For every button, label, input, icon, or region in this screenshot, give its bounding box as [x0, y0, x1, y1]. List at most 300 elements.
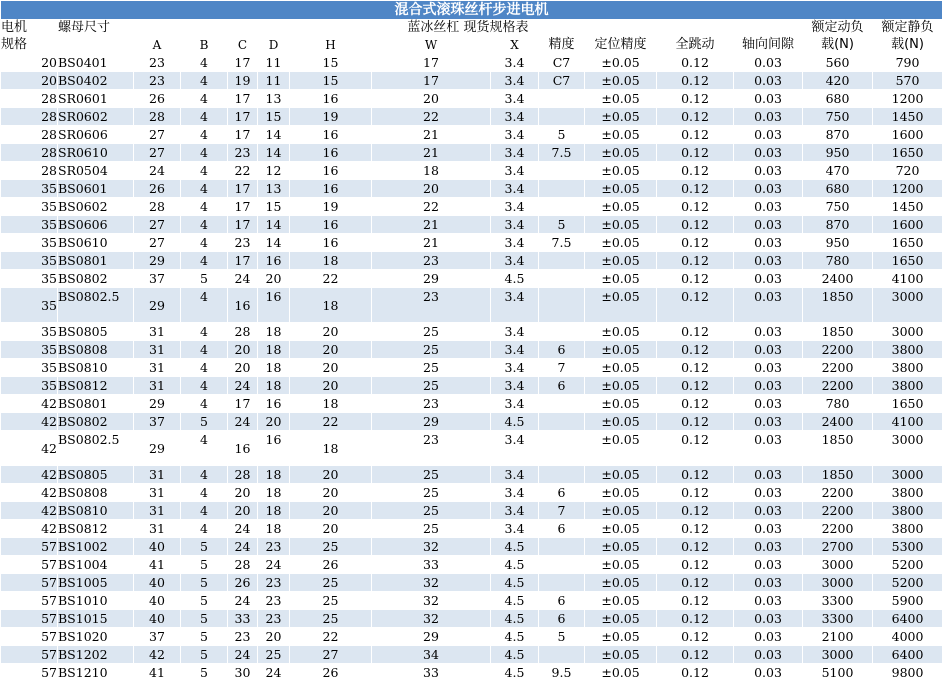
- cell-static-load: 4100: [873, 270, 943, 288]
- cell-backlash: 0.03: [734, 610, 803, 628]
- table-row: [1, 592, 943, 610]
- cell-nut-size: BS0812: [58, 377, 134, 395]
- cell-motor-size: 57: [1, 592, 58, 610]
- cell-nut-size: BS1010: [58, 592, 134, 610]
- cell-backlash: 0.03: [734, 180, 803, 198]
- cell-nut-size: BS1005: [58, 574, 134, 592]
- cell-static-load: 3800: [873, 502, 943, 520]
- header-static-load: 额定静负: [873, 20, 943, 37]
- cell-precision: 6: [539, 520, 585, 538]
- table-row: [1, 198, 943, 216]
- cell-a: 31: [134, 323, 181, 341]
- cell-d: 24: [258, 556, 290, 574]
- cell-a: 41: [134, 664, 181, 682]
- cell-c: 20: [228, 341, 258, 359]
- cell-w: 20: [372, 90, 491, 108]
- cell-static-load: 6400: [873, 610, 943, 628]
- cell-w: 20: [372, 180, 491, 198]
- cell-c: 20: [228, 484, 258, 502]
- cell-motor-size: 28: [1, 144, 58, 162]
- cell-x: 4.5: [491, 610, 539, 628]
- cell-h: 16: [290, 144, 372, 162]
- cell-static-load: 5200: [873, 574, 943, 592]
- cell-backlash: 0.03: [734, 646, 803, 664]
- cell-w: 29: [372, 628, 491, 646]
- cell-h: 16: [290, 162, 372, 180]
- cell-positioning: ±0.05: [585, 431, 657, 466]
- cell-w: 32: [372, 592, 491, 610]
- cell-nut-size: BS0805: [58, 323, 134, 341]
- cell-nut-size: BS0802: [58, 270, 134, 288]
- table-row: [1, 108, 943, 126]
- cell-runout: 0.12: [657, 395, 734, 413]
- cell-x: 4.5: [491, 556, 539, 574]
- cell-b: 4: [181, 234, 228, 252]
- cell-dynamic-load: 2100: [803, 628, 873, 646]
- cell-dynamic-load: 2200: [803, 359, 873, 377]
- cell-runout: 0.12: [657, 610, 734, 628]
- cell-a: 31: [134, 341, 181, 359]
- cell-x: 3.4: [491, 502, 539, 520]
- cell-w: 34: [372, 646, 491, 664]
- cell-d: 16: [258, 288, 290, 323]
- table-row: [1, 72, 943, 90]
- cell-runout: 0.12: [657, 628, 734, 646]
- cell-c: 17: [228, 90, 258, 108]
- cell-w: 23: [372, 252, 491, 270]
- cell-positioning: ±0.05: [585, 54, 657, 72]
- table-row: [1, 144, 943, 162]
- cell-precision: 7: [539, 502, 585, 520]
- cell-motor-size: 28: [1, 108, 58, 126]
- cell-nut-size: BS0802.5: [58, 288, 134, 323]
- cell-backlash: 0.03: [734, 377, 803, 395]
- cell-c: 28: [228, 466, 258, 484]
- cell-static-load: 3000: [873, 323, 943, 341]
- cell-x: 4.5: [491, 538, 539, 556]
- cell-h: 18: [290, 395, 372, 413]
- cell-d: 16: [258, 431, 290, 466]
- cell-precision: [539, 90, 585, 108]
- table-row: [1, 520, 943, 538]
- cell-backlash: 0.03: [734, 341, 803, 359]
- table-row: [1, 126, 943, 144]
- cell-b: 4: [181, 126, 228, 144]
- cell-positioning: ±0.05: [585, 341, 657, 359]
- cell-a: 27: [134, 234, 181, 252]
- cell-b: 4: [181, 54, 228, 72]
- cell-w: 33: [372, 556, 491, 574]
- cell-h: 20: [290, 377, 372, 395]
- cell-b: 4: [181, 484, 228, 502]
- cell-b: 4: [181, 198, 228, 216]
- table-title: 混合式滚珠丝杆步进电机: [1, 1, 943, 20]
- cell-a: 31: [134, 466, 181, 484]
- cell-backlash: 0.03: [734, 664, 803, 682]
- cell-positioning: ±0.05: [585, 180, 657, 198]
- cell-c: 28: [228, 323, 258, 341]
- header-dynamic-load: 额定动负: [803, 20, 873, 37]
- table-row: [1, 288, 943, 323]
- cell-nut-size: BS0812: [58, 520, 134, 538]
- cell-dynamic-load: 750: [803, 108, 873, 126]
- cell-nut-size: BS1004: [58, 556, 134, 574]
- cell-a: 31: [134, 520, 181, 538]
- cell-runout: 0.12: [657, 556, 734, 574]
- cell-h: 16: [290, 126, 372, 144]
- table-row: [1, 484, 943, 502]
- cell-nut-size: BS0808: [58, 341, 134, 359]
- cell-backlash: 0.03: [734, 288, 803, 323]
- cell-nut-size: BS0401: [58, 54, 134, 72]
- table-row: [1, 54, 943, 72]
- cell-nut-size: BS0801: [58, 395, 134, 413]
- cell-d: 24: [258, 664, 290, 682]
- cell-precision: 6: [539, 610, 585, 628]
- cell-nut-size: BS1002: [58, 538, 134, 556]
- cell-a: 29: [134, 395, 181, 413]
- cell-precision: 6: [539, 377, 585, 395]
- cell-static-load: 9800: [873, 664, 943, 682]
- cell-static-load: 4000: [873, 628, 943, 646]
- cell-a: 31: [134, 359, 181, 377]
- cell-a: 23: [134, 54, 181, 72]
- cell-motor-size: 35: [1, 234, 58, 252]
- cell-a: 28: [134, 198, 181, 216]
- header-col-c: C: [228, 37, 258, 54]
- cell-static-load: 570: [873, 72, 943, 90]
- cell-w: 23: [372, 288, 491, 323]
- header-motor-size-2: 规格: [1, 37, 58, 54]
- cell-a: 40: [134, 610, 181, 628]
- cell-precision: C7: [539, 54, 585, 72]
- cell-runout: 0.12: [657, 180, 734, 198]
- cell-motor-size: 57: [1, 610, 58, 628]
- cell-x: 4.5: [491, 592, 539, 610]
- table-row: [1, 610, 943, 628]
- cell-x: 3.4: [491, 288, 539, 323]
- cell-b: 5: [181, 664, 228, 682]
- cell-positioning: ±0.05: [585, 484, 657, 502]
- cell-h: 19: [290, 108, 372, 126]
- cell-c: 17: [228, 216, 258, 234]
- cell-c: 33: [228, 610, 258, 628]
- cell-static-load: 790: [873, 54, 943, 72]
- cell-c: 28: [228, 556, 258, 574]
- cell-runout: 0.12: [657, 359, 734, 377]
- cell-static-load: 1450: [873, 108, 943, 126]
- cell-nut-size: SR0602: [58, 108, 134, 126]
- cell-c: 16: [228, 431, 258, 466]
- cell-a: 29: [134, 252, 181, 270]
- cell-backlash: 0.03: [734, 198, 803, 216]
- cell-dynamic-load: 2200: [803, 484, 873, 502]
- cell-positioning: ±0.05: [585, 610, 657, 628]
- cell-x: 3.4: [491, 395, 539, 413]
- cell-motor-size: 20: [1, 54, 58, 72]
- cell-w: 17: [372, 54, 491, 72]
- header-col-d: D: [258, 37, 290, 54]
- cell-nut-size: BS0402: [58, 72, 134, 90]
- cell-precision: [539, 431, 585, 466]
- cell-x: 3.4: [491, 72, 539, 90]
- cell-backlash: 0.03: [734, 162, 803, 180]
- cell-precision: [539, 180, 585, 198]
- cell-c: 24: [228, 538, 258, 556]
- cell-dynamic-load: 2200: [803, 341, 873, 359]
- cell-motor-size: 57: [1, 664, 58, 682]
- cell-c: 20: [228, 359, 258, 377]
- cell-dynamic-load: 3000: [803, 646, 873, 664]
- cell-b: 4: [181, 520, 228, 538]
- cell-runout: 0.12: [657, 162, 734, 180]
- cell-backlash: 0.03: [734, 90, 803, 108]
- cell-static-load: 3000: [873, 431, 943, 466]
- header-backlash: 轴向间隙: [734, 37, 803, 54]
- cell-b: 4: [181, 90, 228, 108]
- table-row: [1, 234, 943, 252]
- cell-positioning: ±0.05: [585, 574, 657, 592]
- table-row: [1, 556, 943, 574]
- cell-nut-size: BS0810: [58, 502, 134, 520]
- cell-h: 25: [290, 592, 372, 610]
- cell-d: 14: [258, 234, 290, 252]
- cell-backlash: 0.03: [734, 72, 803, 90]
- cell-w: 23: [372, 395, 491, 413]
- cell-positioning: ±0.05: [585, 162, 657, 180]
- header-nut-size: 螺母尺寸: [58, 20, 134, 37]
- cell-w: 29: [372, 270, 491, 288]
- table-row: [1, 270, 943, 288]
- cell-nut-size: BS0802: [58, 413, 134, 431]
- cell-b: 4: [181, 72, 228, 90]
- cell-static-load: 1450: [873, 198, 943, 216]
- cell-d: 14: [258, 126, 290, 144]
- cell-d: 23: [258, 574, 290, 592]
- cell-precision: [539, 270, 585, 288]
- cell-dynamic-load: 3300: [803, 592, 873, 610]
- cell-c: 17: [228, 126, 258, 144]
- cell-nut-size: BS1202: [58, 646, 134, 664]
- cell-motor-size: 28: [1, 90, 58, 108]
- cell-nut-size: BS0810: [58, 359, 134, 377]
- cell-dynamic-load: 1850: [803, 323, 873, 341]
- cell-a: 42: [134, 646, 181, 664]
- cell-static-load: 3800: [873, 484, 943, 502]
- cell-static-load: 1650: [873, 144, 943, 162]
- cell-runout: 0.12: [657, 646, 734, 664]
- cell-nut-size: BS0801: [58, 252, 134, 270]
- cell-backlash: 0.03: [734, 323, 803, 341]
- cell-c: 23: [228, 234, 258, 252]
- cell-c: 17: [228, 108, 258, 126]
- cell-a: 41: [134, 556, 181, 574]
- cell-b: 5: [181, 556, 228, 574]
- cell-runout: 0.12: [657, 234, 734, 252]
- cell-backlash: 0.03: [734, 502, 803, 520]
- cell-nut-size: BS0805: [58, 466, 134, 484]
- cell-precision: [539, 162, 585, 180]
- cell-runout: 0.12: [657, 664, 734, 682]
- cell-dynamic-load: 680: [803, 90, 873, 108]
- cell-d: 14: [258, 216, 290, 234]
- cell-runout: 0.12: [657, 502, 734, 520]
- cell-backlash: 0.03: [734, 54, 803, 72]
- cell-b: 4: [181, 180, 228, 198]
- cell-motor-size: 57: [1, 646, 58, 664]
- cell-motor-size: 57: [1, 574, 58, 592]
- cell-positioning: ±0.05: [585, 592, 657, 610]
- cell-d: 12: [258, 162, 290, 180]
- cell-positioning: ±0.05: [585, 395, 657, 413]
- cell-d: 13: [258, 90, 290, 108]
- cell-motor-size: 42: [1, 502, 58, 520]
- cell-w: 17: [372, 72, 491, 90]
- cell-precision: [539, 556, 585, 574]
- cell-w: 25: [372, 341, 491, 359]
- cell-h: 16: [290, 234, 372, 252]
- table-row: [1, 646, 943, 664]
- cell-runout: 0.12: [657, 592, 734, 610]
- cell-backlash: 0.03: [734, 520, 803, 538]
- cell-positioning: ±0.05: [585, 270, 657, 288]
- cell-motor-size: 35: [1, 180, 58, 198]
- cell-runout: 0.12: [657, 484, 734, 502]
- header-col-w: W: [372, 37, 491, 54]
- cell-backlash: 0.03: [734, 484, 803, 502]
- cell-precision: [539, 466, 585, 484]
- cell-static-load: 5300: [873, 538, 943, 556]
- table-row: [1, 377, 943, 395]
- cell-precision: [539, 288, 585, 323]
- cell-nut-size: SR0601: [58, 90, 134, 108]
- cell-nut-size: BS0808: [58, 484, 134, 502]
- cell-b: 4: [181, 502, 228, 520]
- cell-precision: 6: [539, 484, 585, 502]
- cell-d: 20: [258, 628, 290, 646]
- cell-static-load: 3800: [873, 377, 943, 395]
- cell-d: 18: [258, 466, 290, 484]
- table-row: [1, 341, 943, 359]
- cell-precision: [539, 646, 585, 664]
- table-row: [1, 180, 943, 198]
- cell-positioning: ±0.05: [585, 90, 657, 108]
- cell-h: 19: [290, 198, 372, 216]
- cell-runout: 0.12: [657, 413, 734, 431]
- cell-c: 19: [228, 72, 258, 90]
- cell-motor-size: 35: [1, 288, 58, 323]
- cell-runout: 0.12: [657, 198, 734, 216]
- cell-b: 4: [181, 323, 228, 341]
- cell-c: 17: [228, 180, 258, 198]
- cell-precision: 7: [539, 359, 585, 377]
- cell-dynamic-load: 2700: [803, 538, 873, 556]
- cell-c: 17: [228, 54, 258, 72]
- cell-d: 18: [258, 323, 290, 341]
- cell-d: 18: [258, 341, 290, 359]
- cell-motor-size: 35: [1, 323, 58, 341]
- cell-static-load: 720: [873, 162, 943, 180]
- cell-backlash: 0.03: [734, 144, 803, 162]
- cell-h: 22: [290, 628, 372, 646]
- cell-c: 23: [228, 628, 258, 646]
- cell-x: 3.4: [491, 323, 539, 341]
- cell-d: 18: [258, 502, 290, 520]
- cell-w: 23: [372, 431, 491, 466]
- cell-dynamic-load: 2400: [803, 270, 873, 288]
- cell-a: 31: [134, 377, 181, 395]
- cell-precision: [539, 574, 585, 592]
- cell-a: 27: [134, 126, 181, 144]
- cell-a: 37: [134, 270, 181, 288]
- cell-static-load: 1600: [873, 216, 943, 234]
- cell-a: 37: [134, 413, 181, 431]
- cell-h: 16: [290, 180, 372, 198]
- cell-dynamic-load: 2200: [803, 502, 873, 520]
- cell-dynamic-load: 780: [803, 252, 873, 270]
- cell-a: 24: [134, 162, 181, 180]
- cell-backlash: 0.03: [734, 538, 803, 556]
- cell-d: 18: [258, 484, 290, 502]
- cell-w: 22: [372, 108, 491, 126]
- cell-static-load: 5200: [873, 556, 943, 574]
- header-static-load-2: 载(N): [873, 37, 943, 54]
- cell-positioning: ±0.05: [585, 628, 657, 646]
- cell-nut-size: BS0610: [58, 234, 134, 252]
- table-row: [1, 162, 943, 180]
- cell-static-load: 3800: [873, 359, 943, 377]
- cell-precision: 7.5: [539, 144, 585, 162]
- cell-w: 22: [372, 198, 491, 216]
- cell-d: 15: [258, 198, 290, 216]
- cell-x: 3.4: [491, 377, 539, 395]
- cell-d: 18: [258, 377, 290, 395]
- cell-w: 21: [372, 216, 491, 234]
- cell-b: 5: [181, 574, 228, 592]
- cell-precision: 5: [539, 126, 585, 144]
- cell-h: 15: [290, 72, 372, 90]
- cell-a: 40: [134, 592, 181, 610]
- cell-x: 3.4: [491, 234, 539, 252]
- cell-motor-size: 42: [1, 484, 58, 502]
- cell-b: 4: [181, 252, 228, 270]
- cell-a: 31: [134, 502, 181, 520]
- cell-static-load: 3800: [873, 520, 943, 538]
- cell-motor-size: 42: [1, 395, 58, 413]
- cell-dynamic-load: 2200: [803, 377, 873, 395]
- cell-d: 23: [258, 610, 290, 628]
- cell-backlash: 0.03: [734, 395, 803, 413]
- cell-h: 20: [290, 502, 372, 520]
- cell-c: 22: [228, 162, 258, 180]
- cell-static-load: 1650: [873, 234, 943, 252]
- cell-w: 21: [372, 126, 491, 144]
- cell-b: 5: [181, 610, 228, 628]
- cell-runout: 0.12: [657, 431, 734, 466]
- cell-w: 21: [372, 234, 491, 252]
- cell-h: 15: [290, 54, 372, 72]
- header-blank: [58, 37, 134, 54]
- cell-runout: 0.12: [657, 323, 734, 341]
- cell-c: 24: [228, 520, 258, 538]
- cell-static-load: 3800: [873, 341, 943, 359]
- cell-positioning: ±0.05: [585, 466, 657, 484]
- cell-x: 3.4: [491, 431, 539, 466]
- cell-c: 17: [228, 198, 258, 216]
- cell-static-load: 5900: [873, 592, 943, 610]
- cell-nut-size: BS0602: [58, 198, 134, 216]
- cell-positioning: ±0.05: [585, 538, 657, 556]
